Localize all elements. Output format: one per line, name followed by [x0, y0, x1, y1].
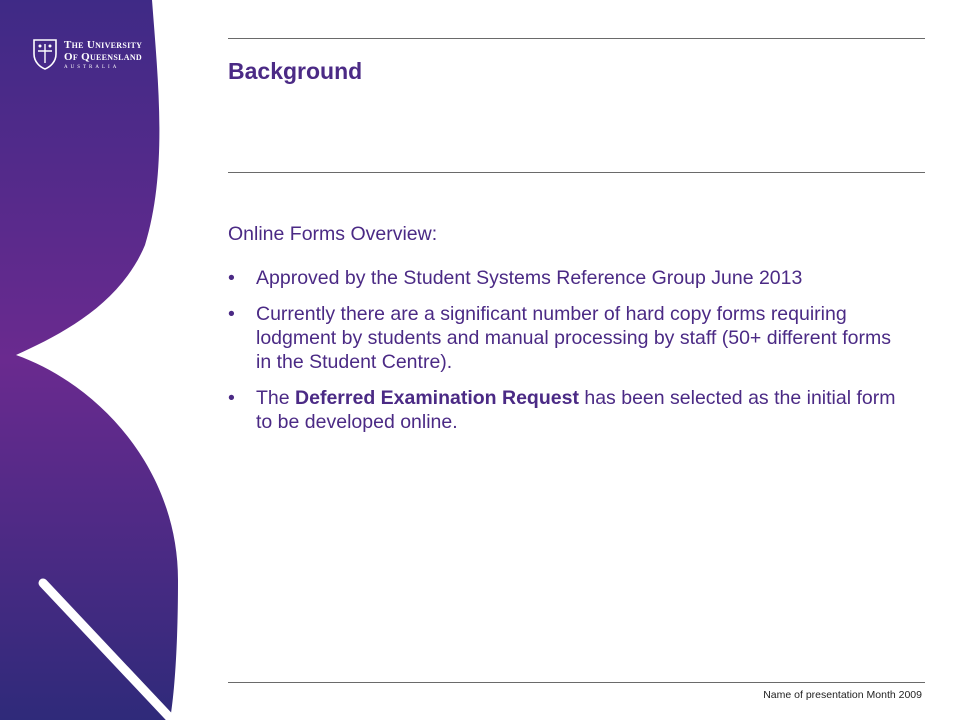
university-logo	[32, 36, 162, 76]
list-item	[228, 386, 908, 434]
bullet-text	[256, 387, 895, 433]
logo-line-2: Of Queensland	[64, 51, 142, 63]
bullet-text-bold: Deferred Examination Request	[295, 387, 579, 409]
footer-text: Name of presentation Month 2009	[763, 689, 922, 701]
bullet-text-post: has been selected as the initial form to be developed online.	[256, 387, 896, 433]
list-item	[228, 302, 908, 374]
side-decoration	[0, 0, 220, 720]
crest-icon	[32, 38, 58, 70]
footer-rule	[228, 682, 925, 683]
slide-title: Background	[228, 58, 363, 84]
bullet-text-pre: The	[256, 387, 296, 409]
title-rule	[228, 172, 925, 173]
list-item	[228, 266, 908, 290]
logo-line-3: AUSTRALIA	[64, 65, 120, 70]
slide-body	[228, 222, 908, 446]
bullet-marker: •	[228, 387, 235, 409]
top-rule	[228, 38, 925, 39]
logo-line-1: The University	[64, 39, 143, 51]
bullet-text: Approved by the Student Systems Reference Group June 2013	[256, 267, 803, 289]
bullet-marker: •	[228, 303, 235, 325]
bullet-marker: •	[228, 267, 235, 289]
bullet-list	[228, 266, 908, 434]
bullet-text: Currently there are a significant number of hard copy forms requiring lodgment by students and manual processing by staff (50+ different forms in the Student Centre).	[256, 303, 892, 373]
intro-text: Online Forms Overview:	[228, 223, 438, 245]
